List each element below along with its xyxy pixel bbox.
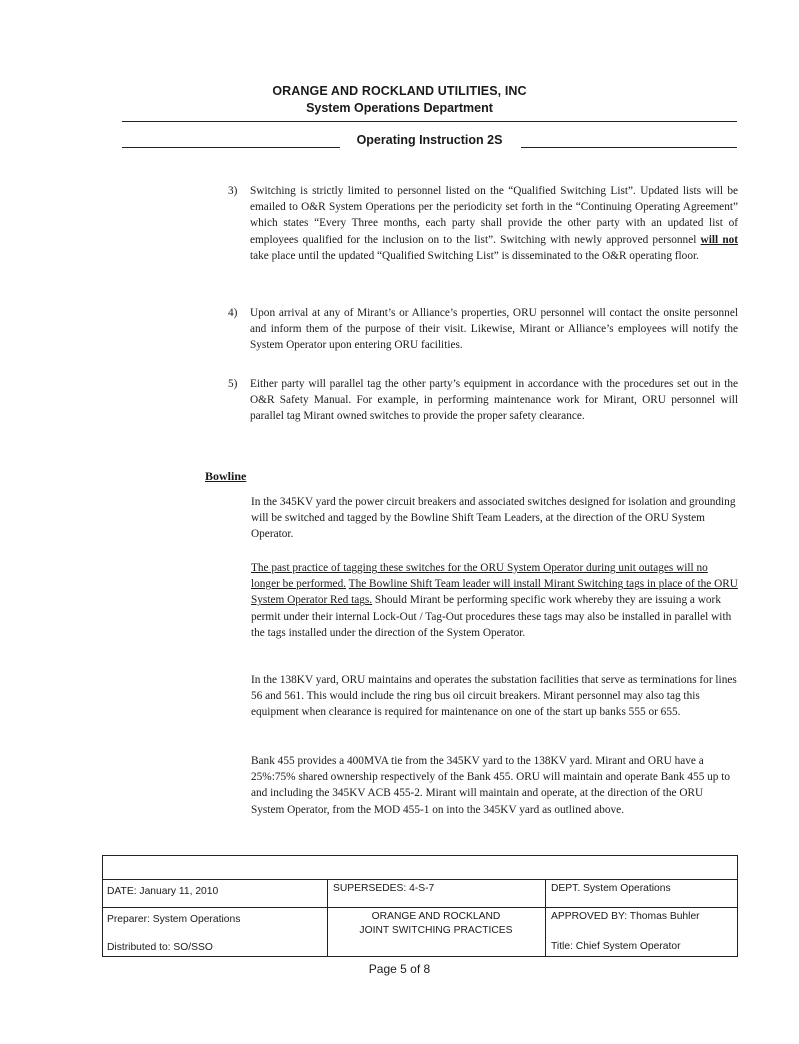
- supersedes-cell: SUPERSEDES: 4-S-7: [333, 883, 435, 894]
- list-item-text-part: take place until the updated “Qualified Switching List” is disseminated to the O&R operating floor.: [250, 249, 699, 262]
- table-rule: [103, 879, 737, 880]
- company-name: ORANGE AND ROCKLAND UTILITIES, INC: [272, 84, 527, 98]
- list-item-text: [250, 183, 738, 264]
- paragraph: Bank 455 provides a 400MVA tie from the 345KV yard to the 138KV yard. Mirant and ORU have a 25%:75% shared ownership respectively of the Bank 455. ORU will maintain and operate Bank 455 up to and including the 345KV ACB 455-2. Mirant will maintain and operate, at the direction of the ORU System Operator, from the MOD 455-1 on into the 345KV yard as outlined above.: [251, 755, 731, 816]
- table-rule: [545, 879, 546, 956]
- distributed-cell: Distributed to: SO/SSO: [107, 942, 213, 953]
- doc-title-line1: ORANGE AND ROCKLAND: [371, 911, 501, 922]
- list-item-text: Upon arrival at any of Mirant’s or Alliance’s properties, ORU personnel will contact the onsite personnel and inform them of the purpose of their visit. Likewise, Mirant or Alliance’s employees will notify the System Operator upon entering ORU facilities.: [250, 307, 738, 352]
- page-number: Page 5 of 8: [368, 962, 431, 976]
- footer-table: [102, 855, 738, 957]
- instruction-title: Operating Instruction 2S: [356, 133, 503, 147]
- section-title: Bowline: [205, 469, 247, 483]
- dept-cell: DEPT. System Operations: [551, 883, 671, 894]
- underlined-text: The Bowline Shift Team leader will install Mirant Switching tags in place of the ORU System Operator Red tags.: [251, 578, 738, 607]
- underlined-text: The past practice of tagging these switches for the ORU System Operator during unit outages will no longer be performed.: [251, 562, 708, 591]
- list-item-number: 3): [228, 185, 238, 197]
- list-item-text: Either party will parallel tag the other party’s equipment in accordance with the procedures set out in the O&R Safety Manual. For example, in performing maintenance work for Mirant, ORU personnel will parallel tag Mirant owned switches to provide the proper safety clearance.: [250, 378, 738, 423]
- instruction-rule-right: [521, 147, 737, 148]
- date-cell: DATE: January 11, 2010: [107, 886, 219, 897]
- header-rule: [122, 121, 737, 122]
- approver-title-cell: Title: Chief System Operator: [551, 941, 681, 952]
- list-item: [228, 183, 738, 264]
- doc-title-line2: JOINT SWITCHING PRACTICES: [359, 925, 513, 936]
- paragraph: [251, 560, 738, 641]
- list-item-number: 5): [228, 378, 238, 390]
- list-item: [228, 376, 738, 425]
- preparer-cell: Preparer: System Operations: [107, 914, 241, 925]
- emphasis-text: will not: [700, 233, 739, 246]
- paragraph: In the 345KV yard the power circuit breakers and associated switches designed for isolation and grounding will be switched and tagged by the Bowline Shift Team Leaders, at the direction of the ORU System Operator.: [251, 496, 736, 541]
- instruction-line: [122, 131, 737, 151]
- list-item: [228, 305, 738, 354]
- list-item-text-part: Switching is strictly limited to personnel listed on the “Qualified Switching List”. Updated lists will be emailed to O&R System Operations per the periodicity set forth in the “Continuing Operating Agreement” which states “Every Three months, each party shall provide the other party with an updated list of employees qualified for the inclusion on to the list”. Switching with newly approved personnel: [250, 185, 738, 246]
- department-name: System Operations Department: [306, 101, 493, 115]
- approved-cell: APPROVED BY: Thomas Buhler: [551, 911, 700, 922]
- table-rule: [103, 907, 737, 908]
- list-item-number: 4): [228, 307, 238, 319]
- instruction-rule-left: [122, 147, 340, 148]
- paragraph: In the 138KV yard, ORU maintains and operates the substation facilities that serve as terminations for lines 56 and 561. This would include the ring bus oil circuit breakers. Mirant personnel may also tag this equipment when clearance is required for maintenance on one of the start up banks 555 or 655.: [251, 674, 737, 719]
- paragraph-text: Should Mirant be performing specific work whereby they are issuing a work permit under their internal Lock-Out / Tag-Out procedures these tags may also be installed in parallel with the tags installed under the direction of the System Operator.: [251, 594, 732, 639]
